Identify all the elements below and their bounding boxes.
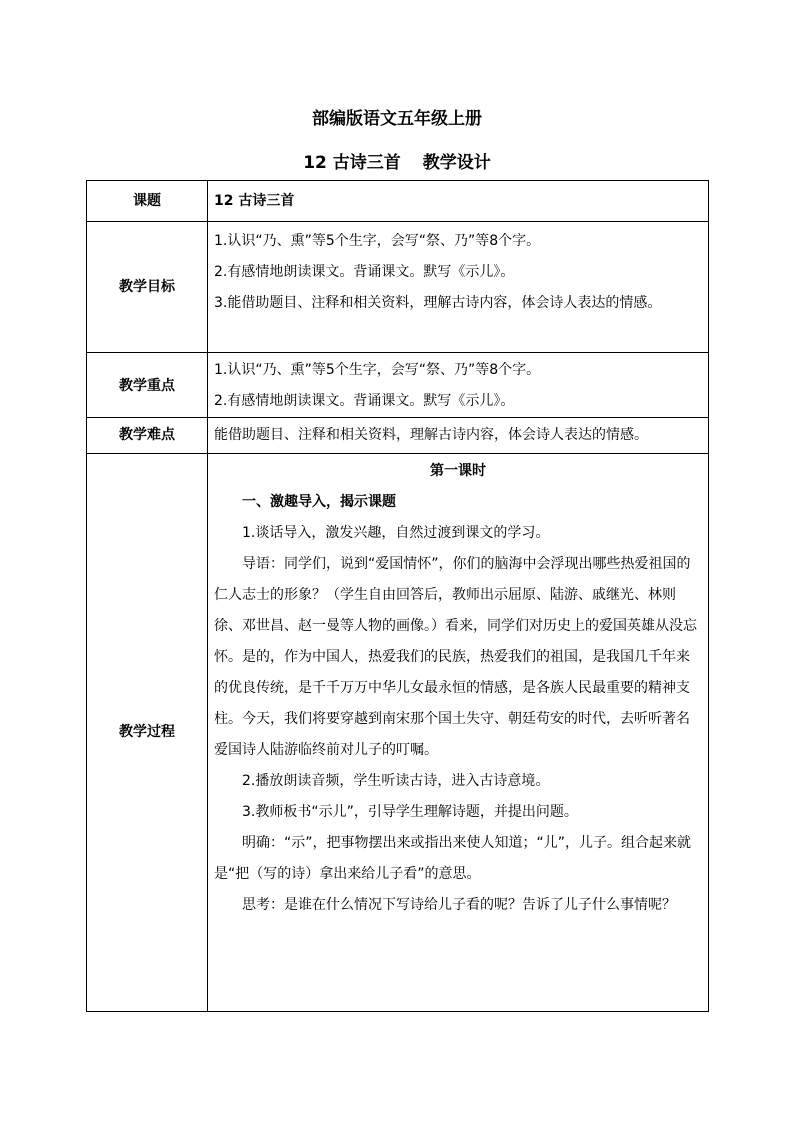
difficulty-cell [208, 418, 709, 454]
goals-label: 教学目标 [87, 222, 208, 353]
difficulty-text: 能借助题目、注释和相关资料，理解古诗内容，体会诗人表达的情感。 [214, 427, 648, 443]
clarify-paragraph: 明确：“示”，把事物摆出来或指出来使人知道；“儿”，儿子。组合起来就是“把（写的诗）拿出来给儿子看”的意思。 [214, 835, 692, 882]
table-row [87, 418, 709, 454]
topic-value: 12 古诗三首 [214, 193, 295, 209]
subtitle-design: 教学设计 [422, 153, 491, 173]
document-title: 部编版语文五年级上册 [312, 109, 482, 129]
subtitle-lesson: 12 古诗三首 [303, 153, 401, 173]
goals-cell [208, 222, 709, 353]
intro-paragraph: 导语：同学们，说到“爱国情怀”，你们的脑海中会浮现出哪些热爱祖国的仁人志士的形象？（学生自由回答后，教师出示屈原、陆游、戚继光、林则徐、邓世昌、赵一曼等人物的画像。）看来，同学们对历史上的爱国英雄从没忘怀。是的，作为中国人，热爱我们的民族，热爱我们的祖国，是我国几千年来的优良传统，是千千万万中华儿女最永恒的情感，是各族人民最重要的精神支柱。今天，我们将要穿越到南宋那个国土失守、朝廷苟安的时代，去听听著名爱国诗人陆游临终前对儿子的叮嘱。 [214, 556, 697, 758]
topic-label: 课题 [87, 181, 208, 222]
key-points-cell [208, 353, 709, 418]
lesson-heading: 第一课时 [430, 463, 486, 479]
goal-item: 2.有感情地朗读课文。背诵课文。默写《示儿》。 [214, 264, 515, 280]
process-step: 1.谈话导入，激发兴趣，自然过渡到课文的学习。 [242, 525, 550, 541]
goal-item: 3.能借助题目、注释和相关资料，理解古诗内容，体会诗人表达的情感。 [214, 295, 662, 311]
table-row [87, 181, 709, 222]
table-row [87, 222, 709, 353]
topic-cell [208, 181, 709, 222]
key-points-label: 教学重点 [87, 353, 208, 418]
lesson-plan-table [86, 180, 709, 1012]
key-point-item: 2.有感情地朗读课文。背诵课文。默写《示儿》。 [214, 393, 515, 409]
table-row [87, 353, 709, 418]
table-row [87, 454, 709, 1012]
process-label: 教学过程 [87, 454, 208, 1012]
section-heading: 一、激趣导入，揭示课题 [242, 494, 396, 510]
process-step: 2.播放朗读音频，学生听读古诗，进入古诗意境。 [242, 773, 550, 789]
key-point-item: 1.认识“乃、熏”等5个生字，会写“祭、乃”等8个字。 [214, 362, 541, 378]
process-cell [208, 454, 709, 1012]
process-step: 3.教师板书“示儿”，引导学生理解诗题，并提出问题。 [242, 804, 578, 820]
difficulty-label: 教学难点 [87, 418, 208, 454]
think-paragraph: 思考：是谁在什么情况下写诗给儿子看的呢？告诉了儿子什么事情呢？ [242, 897, 676, 913]
goal-item: 1.认识“乃、熏”等5个生字，会写“祭、乃”等8个字。 [214, 233, 541, 249]
document-subtitle [0, 148, 794, 173]
